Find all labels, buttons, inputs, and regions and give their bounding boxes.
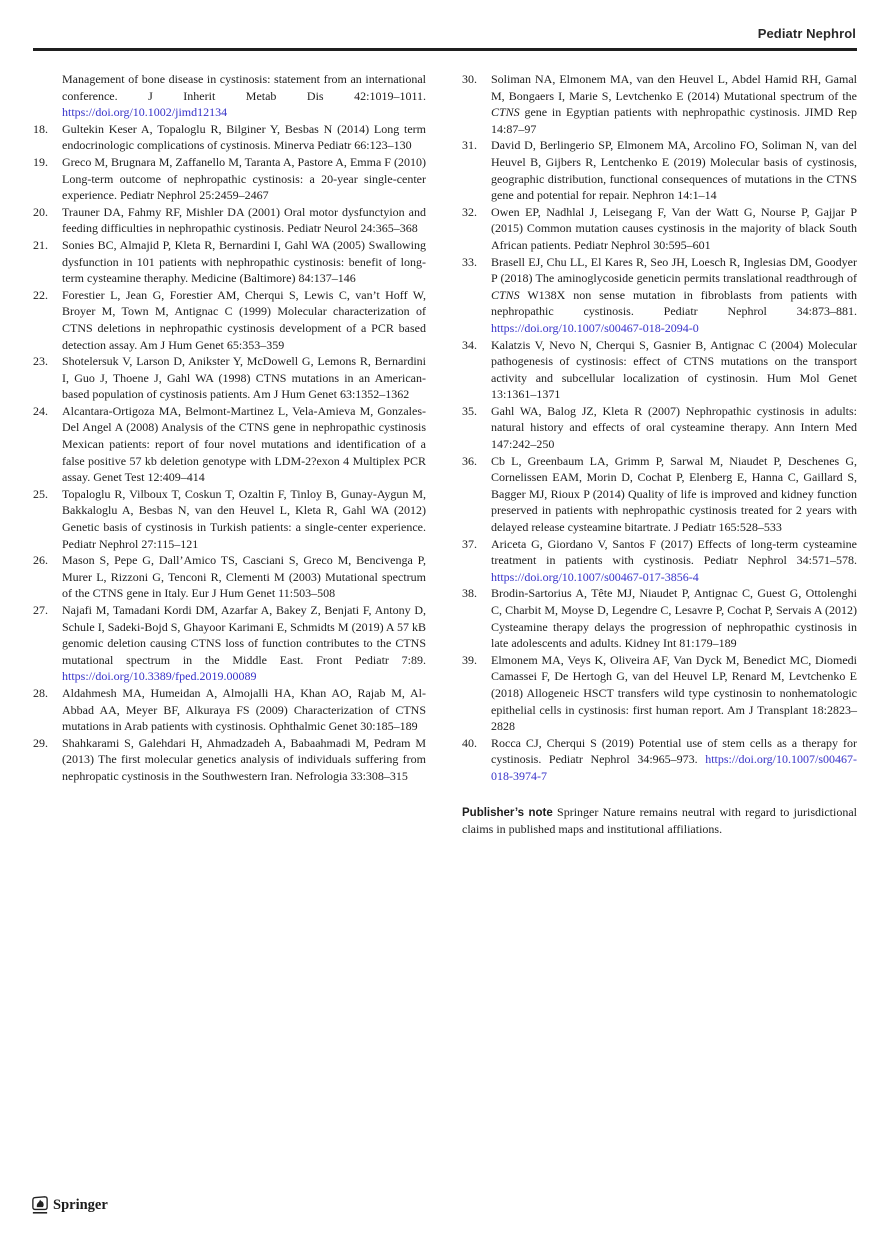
reference-text-segment: Cb L, Greenbaum LA, Grimm P, Sarwal M, Niaudet P, Deschenes G, Cornelissen EAM, Morin D, Cochat P, Elenberg E, Hanna C, Gaillard S, Bagger MJ, Rioux P (2014) Quality of life is improved and kidney function preserved in patients with nephropathic cystinosis treated for 2 years with delayed release cysteamine bitartrate. J Pediatr 165:528–533 bbox=[491, 453, 857, 535]
reference-item bbox=[462, 204, 857, 254]
doi-link[interactable]: https://doi.org/10.3389/fped.2019.00089 bbox=[62, 669, 257, 684]
reference-item bbox=[462, 536, 857, 586]
reference-text bbox=[62, 685, 426, 735]
reference-text-segment: Forestier L, Jean G, Forestier AM, Cherqui S, Lewis C, van’t Hoff W, Broyer M, Town M, Antignac C (1999) Molecular characterization of CTNS deletions in nephropathic cystinosis development of a PCR based detection assay. Am J Hum Genet 65:353–359 bbox=[62, 287, 426, 352]
reference-text bbox=[491, 254, 857, 337]
reference-item bbox=[33, 552, 426, 602]
reference-text bbox=[491, 204, 857, 254]
reference-number: 35. bbox=[462, 403, 477, 418]
reference-text-segment: David D, Berlingerio SP, Elmonem MA, Arcolino FO, Soliman N, van del Heuvel B, Gijbers R, Lentchenko E (2019) Molecular basis of cystinosis, geographic distribution, functional consequences of mutations in the CTNS gene and potential for repair. Nephron 14:1–14 bbox=[491, 138, 857, 203]
gene-symbol: CTNS bbox=[491, 105, 520, 120]
reference-text-segment: Soliman NA, Elmonem MA, van den Heuvel L, Abdel Hamid RH, Gamal M, Bongaers I, Marie S, Levtchenko E (2014) Mutational spectrum of the bbox=[491, 72, 857, 103]
reference-number: 24. bbox=[33, 403, 48, 418]
doi-link[interactable]: https://doi.org/10.1007/s00467-017-3856-4 bbox=[491, 569, 699, 584]
reference-number: 29. bbox=[33, 735, 48, 750]
reference-number: 31. bbox=[462, 138, 477, 153]
reference-text-segment: Mason S, Pepe G, Dall’Amico TS, Casciani S, Greco M, Bencivenga P, Murer L, Rizzoni G, Tenconi R, Clementi M (2003) Mutational spectrum of the CTNS gene in Italy. Eur J Hum Genet 11:503–508 bbox=[62, 553, 426, 601]
reference-item bbox=[33, 71, 426, 121]
page-footer bbox=[32, 1196, 108, 1215]
reference-item bbox=[33, 121, 426, 154]
reference-text bbox=[491, 536, 857, 586]
doi-link[interactable]: https://doi.org/10.1007/s00467-018-3974-7 bbox=[491, 752, 857, 783]
reference-item bbox=[33, 204, 426, 237]
reference-text bbox=[491, 403, 857, 453]
reference-number bbox=[33, 71, 62, 121]
reference-text bbox=[62, 602, 426, 685]
reference-number: 32. bbox=[462, 204, 477, 219]
reference-item bbox=[33, 403, 426, 486]
references-column-left bbox=[33, 71, 426, 785]
reference-text bbox=[62, 287, 426, 353]
reference-text bbox=[491, 71, 857, 137]
reference-text bbox=[62, 403, 426, 486]
reference-number: 36. bbox=[462, 453, 477, 468]
reference-item bbox=[33, 237, 426, 287]
publisher-note-text: Springer Nature remains neutral with regard to jurisdictional claims in published maps and institutional affiliations. bbox=[462, 804, 857, 837]
references-column-right bbox=[462, 71, 857, 838]
reference-text-segment: Brasell EJ, Chu LL, El Kares R, Seo JH, Loesch R, Inglesias DM, Goodyer P (2018) The aminoglycoside geneticin permits translational readthrough of bbox=[491, 254, 857, 286]
reference-number: 30. bbox=[462, 72, 477, 86]
publisher-note bbox=[462, 804, 857, 838]
reference-text bbox=[62, 71, 426, 121]
reference-text-segment: Gahl WA, Balog JZ, Kleta R (2007) Nephropathic cystinosis in adults: natural history and effects of oral cysteamine therapy. Ann Intern Med 147:242–250 bbox=[491, 403, 857, 452]
running-head bbox=[758, 26, 856, 41]
reference-item bbox=[33, 287, 426, 353]
reference-text bbox=[491, 137, 857, 203]
reference-item bbox=[33, 486, 426, 552]
reference-item bbox=[462, 735, 857, 785]
reference-number: 27. bbox=[33, 603, 48, 617]
reference-item bbox=[33, 602, 426, 685]
reference-text-segment: Ariceta G, Giordano V, Santos F (2017) Effects of long-term cysteamine treatment in patients with cystinosis. Pediatr Nephrol 34:571–578. bbox=[491, 536, 857, 568]
reference-number: 22. bbox=[33, 287, 48, 302]
reference-number: 20. bbox=[33, 204, 48, 219]
reference-text-segment: Management of bone disease in cystinosis: statement from an international conference. J Inherit Metab Dis 42:1019–1011. bbox=[62, 72, 426, 103]
reference-text bbox=[62, 237, 426, 287]
reference-text-segment: Sonies BC, Almajid P, Kleta R, Bernardini I, Gahl WA (2005) Swallowing dysfunction in 101 patients with nephropathic cystinosis: benefit of long-term cysteamine theraphy. Medicine (Baltimore) 84:137–146 bbox=[62, 237, 426, 286]
reference-text bbox=[62, 735, 426, 785]
gene-symbol: CTNS bbox=[491, 287, 520, 302]
reference-item bbox=[462, 254, 857, 337]
reference-text bbox=[62, 204, 426, 237]
springer-logo-icon bbox=[32, 1196, 48, 1215]
publisher-name: Springer bbox=[53, 1197, 108, 1213]
references-section bbox=[33, 71, 857, 838]
publisher-note-label: Publisher’s note bbox=[462, 806, 553, 819]
reference-item bbox=[33, 154, 426, 204]
reference-text-segment: Shotelersuk V, Larson D, Anikster Y, McDowell G, Lemons R, Bernardini I, Guo J, Thoene J, Gahl WA (1998) CTNS mutations in an American-based population of cystinosis patients. Am J Hum Genet 63:1352–1362 bbox=[62, 354, 426, 402]
reference-text bbox=[491, 652, 857, 735]
reference-text bbox=[491, 735, 857, 785]
reference-number: 23. bbox=[33, 354, 48, 369]
reference-item bbox=[462, 585, 857, 651]
reference-number: 37. bbox=[462, 536, 477, 551]
reference-text-segment: Shahkarami S, Galehdari H, Ahmadzadeh A, Babaahmadi M, Pedram M (2013) The first molecular genetics analysis of individuals suffering from nephropatic cystinosis in the Southwestern Iran. Nefrologia 33:308–315 bbox=[62, 735, 426, 783]
reference-text-segment: Aldahmesh MA, Humeidan A, Almojalli HA, Khan AO, Rajab M, Al-Abbad AA, Meyer BF, Alkuraya FS (2009) Characterization of CTNS mutations in Arab patients with cystinosis. Ophthalmic Genet 30:185–189 bbox=[62, 685, 426, 734]
reference-item bbox=[33, 353, 426, 403]
reference-number: 25. bbox=[33, 486, 48, 501]
reference-number: 26. bbox=[33, 553, 48, 568]
reference-text-segment: Brodin-Sartorius A, Tête MJ, Niaudet P, Antignac C, Guest G, Ottolenghi C, Charbit M, Moyse D, Legendre C, Lesavre P, Cochat P, Servais A (2012) Cysteamine therapy delays the progression of nephropathic cystinosis in late adolescents and adults. Kidney Int 81:179–189 bbox=[491, 586, 857, 651]
reference-text bbox=[491, 337, 857, 403]
reference-text-segment: Rocca CJ, Cherqui S (2019) Potential use of stem cells as a therapy for cystinosis. Pediatr Nephrol 34:965–973. bbox=[491, 735, 857, 767]
reference-text-segment: Elmonem MA, Veys K, Oliveira AF, Van Dyck M, Benedict MC, Diomedi Camassei F, De Hertogh G, van del Heuvel LP, Renard M, Levtchenko E (2018) Allogeneic HSCT transfers wild type cystinosin to nonhematologic epithelial cells in cystinosis: first human report. Am J Transplant 18:2823–2828 bbox=[491, 652, 857, 734]
reference-item bbox=[462, 453, 857, 536]
reference-text bbox=[62, 486, 426, 552]
doi-link[interactable]: https://doi.org/10.1007/s00467-018-2094-0 bbox=[491, 320, 699, 335]
reference-text bbox=[62, 121, 426, 154]
reference-text-segment: Greco M, Brugnara M, Zaffanello M, Taranta A, Pastore A, Emma F (2010) Long-term outcome of nephropathic cystinosis: a 20-year single-center experience. Pediatr Nephrol 25:2459–2467 bbox=[62, 154, 426, 203]
reference-number: 18. bbox=[33, 121, 48, 136]
header-rule bbox=[33, 48, 857, 51]
reference-text-segment: Trauner DA, Fahmy RF, Mishler DA (2001) Oral motor dysfunctyion and feeding difficulties in nephropathic cystinosis. Pediatr Neurol 24:365–368 bbox=[62, 204, 426, 236]
reference-number: 39. bbox=[462, 652, 477, 667]
reference-text bbox=[62, 552, 426, 602]
reference-number: 38. bbox=[462, 586, 477, 601]
reference-item bbox=[462, 337, 857, 403]
reference-text-segment: gene in Egyptian patients with nephropathic cystinosis. JIMD Rep 14:87–97 bbox=[491, 105, 857, 136]
journal-title: Pediatr Nephrol bbox=[757, 26, 856, 41]
reference-text bbox=[62, 353, 426, 403]
reference-number: 19. bbox=[33, 154, 48, 169]
reference-text-segment: Najafi M, Tamadani Kordi DM, Azarfar A, Bakey Z, Benjati F, Antony D, Schule I, Sadeki-Bojd S, Ghayoor Karimani E, Schmidts M (2019) A 57 kB genomic deletion causing CTNS loss of function contributes to the CTNS mutational spectrum in the Middle East. Front Pediatr 7:89. bbox=[62, 603, 426, 667]
references-list-right bbox=[462, 71, 857, 785]
reference-item bbox=[462, 137, 857, 203]
reference-text-segment: Alcantara-Ortigoza MA, Belmont-Martinez L, Vela-Amieva M, Gonzales-Del Angel A (2008) Analysis of the CTNS gene in nephropathic cystinosis Mexican patients: report of four novel mutations and identification of a false positive 57 kb deletion genotype with LDM-2?exon 4 Multiplex PCR assay. Genet Test 12:409–414 bbox=[62, 403, 426, 485]
reference-text-segment: W138X non sense mutation in fibroblasts from patients with nephropathic cystinosis. Pediatr Nephrol 34:873–881. bbox=[491, 287, 857, 319]
reference-text-segment: Gultekin Keser A, Topaloglu R, Bilginer Y, Besbas N (2014) Long term endocrinologic complications of cystinosis. Minerva Pediatr 66:123–130 bbox=[62, 121, 426, 153]
reference-item bbox=[462, 652, 857, 735]
reference-item bbox=[462, 403, 857, 453]
reference-item bbox=[33, 685, 426, 735]
reference-number: 28. bbox=[33, 685, 48, 700]
reference-number: 40. bbox=[462, 735, 477, 750]
reference-text bbox=[491, 453, 857, 536]
reference-text-segment: Topaloglu R, Vilboux T, Coskun T, Ozaltin F, Tinloy B, Gunay-Aygun M, Bakkaloglu A, Besbas N, van den Heuvel L, Kleta R, Gahl WA (2012) Genetic basis of cystinosis in Turkish patients: a single-center experience. Pediatr Nephrol 27:115–121 bbox=[62, 486, 426, 551]
reference-number: 34. bbox=[462, 337, 477, 352]
reference-text bbox=[62, 154, 426, 204]
reference-item bbox=[33, 735, 426, 785]
reference-number: 33. bbox=[462, 254, 477, 269]
reference-item bbox=[462, 71, 857, 137]
doi-link[interactable]: https://doi.org/10.1002/jimd12134 bbox=[62, 105, 228, 120]
reference-text-segment: Kalatzis V, Nevo N, Cherqui S, Gasnier B, Antignac C (2004) Molecular pathogenesis of cystinosis: effect of CTNS mutations on the transport activity and subcellular localization of cystinosin. Hum Mol Genet 13:1361–1371 bbox=[491, 337, 857, 402]
reference-number: 21. bbox=[33, 237, 48, 252]
reference-text-segment: Owen EP, Nadhlal J, Leisegang F, Van der Watt G, Nourse P, Gajjar P (2015) Common mutation causes cystinosis in the majority of black South African patients. Pediatr Nephrol 30:595–601 bbox=[491, 204, 857, 252]
reference-text bbox=[491, 585, 857, 651]
